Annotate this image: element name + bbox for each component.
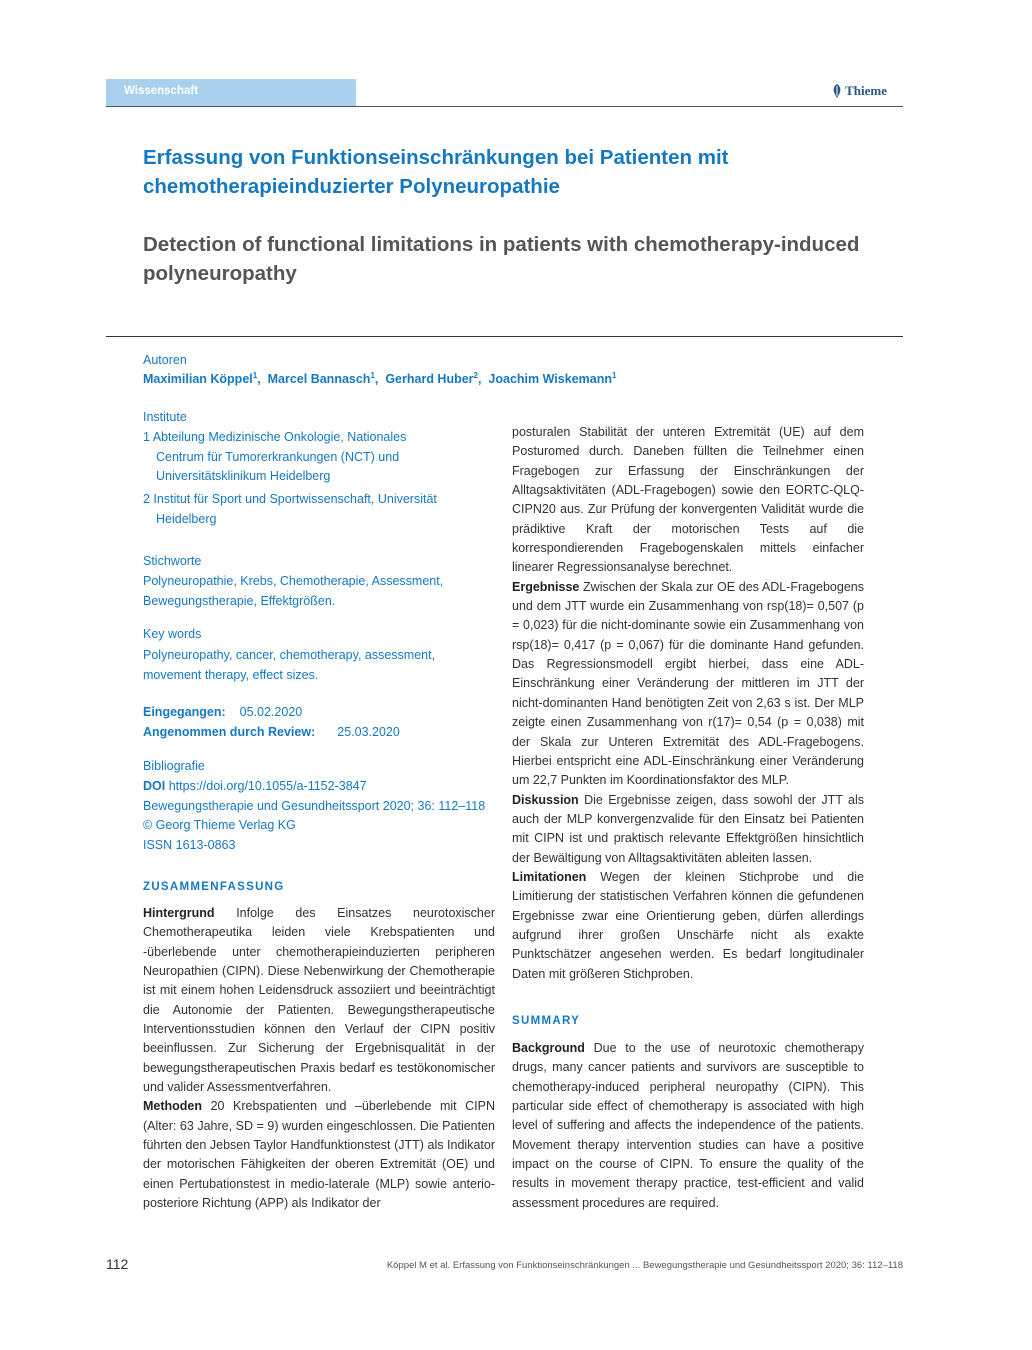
section-label: Wissenschaft [124, 85, 199, 97]
publisher-logo [832, 83, 887, 99]
abstract-right-column [512, 423, 864, 984]
methoden-text: 20 Krebspatienten und –überlebende mit CIPN (Alter: 63 Jahre, SD = 9) wurden eingeschlossen. Die Patienten führten den Jebsen Taylor Handfunktionstest (JTT) als Indikator der motorischen Fähigkeiten der oberen Extremität (OE) und einen Pertubationstest in medio-laterale (MLP) sowie anterio-posteriore Richtung (APP) als Indikator der [143, 1099, 495, 1211]
author-name[interactable]: Maximilian Köppel [143, 372, 253, 387]
paragraph-ergebnisse [512, 578, 864, 791]
author-list: Maximilian Köppel$^1$, Marcel Bannasch$^1$, Gerhard Huber$^2$, Joachim Wiskemann$^1$ [143, 371, 617, 387]
paragraph-hintergrund [143, 904, 495, 1097]
keywords-en: Polyneuropathy, cancer, chemotherapy, assessment, movement therapy, effect sizes. [143, 648, 436, 682]
diskussion-label: Diskussion [512, 792, 579, 807]
paragraph-methoden [143, 1097, 495, 1213]
abstract-left-column [143, 904, 495, 1214]
bibliography-label: Bibliografie [143, 759, 205, 773]
summary-column [512, 1039, 864, 1213]
footer-citation: Köppel M et al. Erfassung von Funktionseinschränkungen ... Bewegungstherapie und Gesundheitssport 2020; 36: 112–118 [386, 1260, 903, 1271]
author-name[interactable]: Marcel Bannasch [267, 372, 371, 387]
accepted-label: Angenommen durch Review: [143, 724, 316, 739]
section-banner [106, 79, 356, 106]
author-affiliation: 1 [370, 371, 375, 380]
received-date: 05.02.2020 [239, 705, 303, 719]
paragraph-background [512, 1039, 864, 1213]
author-affiliation: 1 [252, 371, 258, 380]
summary-heading: SUMMARY [512, 1015, 581, 1027]
publisher-name: Thieme [845, 83, 887, 98]
institute-item: 1 Abteilung Medizinische Onkologie, Nationales Centrum für Tumorerkrankungen (NCT) und Universitätsklinikum Heidelberg [143, 430, 407, 483]
keywords-de: Polyneuropathie, Krebs, Chemotherapie, Assessment, Bewegungstherapie, Effektgrößen. [143, 574, 444, 608]
issn: ISSN 1613-0863 [143, 837, 236, 852]
diskussion-text: Die Ergebnisse zeigen, dass sowohl der JTT als auch der MLP konvergenzvalide für den Einsatz bei Patienten mit CIPN ist und praktisch relevante Effektgrößen hinsichtlich der Bewältigung von Alltagsaktivitäten ableiten lassen. [512, 792, 864, 865]
hintergrund-text: Infolge des Einsatzes neurotoxischer Chemotherapeutika leiden viele Krebspatienten und -überlebende unter chemotherapieinduzierten peripheren Neuropathien (CIPN). Diese Nebenwirkung der Chemotherapie ist mit einem hohen Leidensdruck assoziiert und beeinträchtigt die Autonomie der Patienten. Bewegungstherapeutische Interventionsstudien können den Verlauf der CIPN positiv beeinflussen. Zur Sicherung der Ergebnisqualität in der bewegungstherapeutischen Praxis bedarf es testökonomischer und valider Assessmentverfahren. [143, 906, 495, 1095]
author-name[interactable]: Joachim Wiskemann [488, 372, 612, 387]
page-number: 112 [106, 1256, 129, 1272]
title-english: Detection of functional limitations in patients with chemotherapy-induced polyneuropathy [143, 233, 860, 285]
author-name[interactable]: Gerhard Huber [385, 372, 474, 387]
thieme-emblem-icon [832, 84, 842, 98]
keywords-de-label: Stichworte [143, 554, 202, 568]
hintergrund-label: Hintergrund [143, 906, 215, 920]
header-divider [106, 106, 903, 107]
keywords-en-label: Key words [143, 627, 202, 641]
ergebnisse-text: Zwischen der Skala zur OE des ADL-Fragebogens und dem JTT wurde ein Zusammenhang von rsp(18)= 0,507 (p = 0,023) für die nicht-dominante sowie ein Zusammenhang von rsp(18)= 0,417 (p = 0,067) für die dominante Hand gefunden. Das Regressionsmodell ergibt hierbei, dass eine ADL-Einschränkung einer Veränderung der mittleren im JTT der nicht-dominanten Hand benötigten Zeit von 2,63 s ist. Der MLP zeigte einen Zusammenhang von r(17)= 0,54 (p = 0,038) mit der Skala zur Unteren Extremität des ADL-Fragebogens. Hierbei entspricht eine ADL-Einschränkung einer Veränderung um 22,7 Punkten im Koordinationsfaktor des MLP. [512, 579, 864, 788]
doi-link[interactable]: https://doi.org/10.1055/a-1152-3847 [168, 779, 367, 793]
publication-dates [143, 703, 400, 742]
institute-item: 2 Institut für Sport und Sportwissenschaft, Universität Heidelberg [143, 492, 437, 526]
author-affiliation: 1 [611, 371, 617, 380]
journal-reference: Bewegungstherapie und Gesundheitssport 2020; 36: 112–118 [143, 798, 486, 813]
authors-label: Autoren [143, 353, 187, 367]
copyright-notice: © Georg Thieme Verlag KG [143, 818, 296, 832]
institutes-label: Institute [143, 410, 187, 424]
methoden-label: Methoden [143, 1099, 203, 1114]
zusammenfassung-heading: ZUSAMMENFASSUNG [143, 881, 285, 893]
background-label: Background [512, 1041, 585, 1055]
author-affiliation: 2 [473, 371, 478, 380]
limitationen-label: Limitationen [512, 869, 587, 884]
paragraph-diskussion [512, 791, 864, 868]
limitationen-text: Wegen der kleinen Stichprobe und die Limitierung der statistischen Verfahren können die gefundenen Ergebnisse zwar eine Orientierung geben, dürfen allerdings aufgrund ihrer großen Unschärfe nicht als exakte Punktschätzer angesehen werden. Es bedarf longitudinaler Daten mit größeren Stichproben. [512, 869, 864, 981]
paragraph-limitationen [512, 868, 864, 984]
paragraph-methoden-cont: posturalen Stabilität der unteren Extremität (UE) auf dem Posturomed durch. Daneben füllten die Teilnehmer einen Fragebogen zur Erfassung der Einschränkungen der Alltagsaktivitäten (ADL-Fragebogen) sowie den EORTC-QLQ-CIPN20 aus. Zur Prüfung der konvergenten Validität wurde die prädiktive Kraft der motorischen Tests auf die korrespondierenden Fragebogenskalen mittels einfacher linearer Regressionsanalyse berechnet. [512, 425, 864, 575]
background-text: Due to the use of neurotoxic chemotherapy drugs, many cancer patients and survivors are susceptible to chemotherapy-induced peripheral neuropathy (CIPN). This particular side effect of chemotherapy is associated with high level of suffering and affects the independence of the patients. Movement therapy intervention studies can have a positive impact on the course of CIPN. To ensure the quality of the results in movement therapy practice, test-efficient and valid assessment procedures are required. [512, 1041, 864, 1210]
doi-label: DOI [143, 779, 166, 793]
bibliography [143, 777, 503, 855]
received-label: Eingegangen: [143, 705, 226, 719]
title-german: Erfassung von Funktionseinschränkungen bei Patienten mit chemotherapieinduzierter Polyneuropathie [143, 146, 729, 198]
accepted-date: 25.03.2020 [337, 724, 400, 739]
ergebnisse-label: Ergebnisse [512, 579, 580, 594]
title-divider [106, 336, 903, 337]
